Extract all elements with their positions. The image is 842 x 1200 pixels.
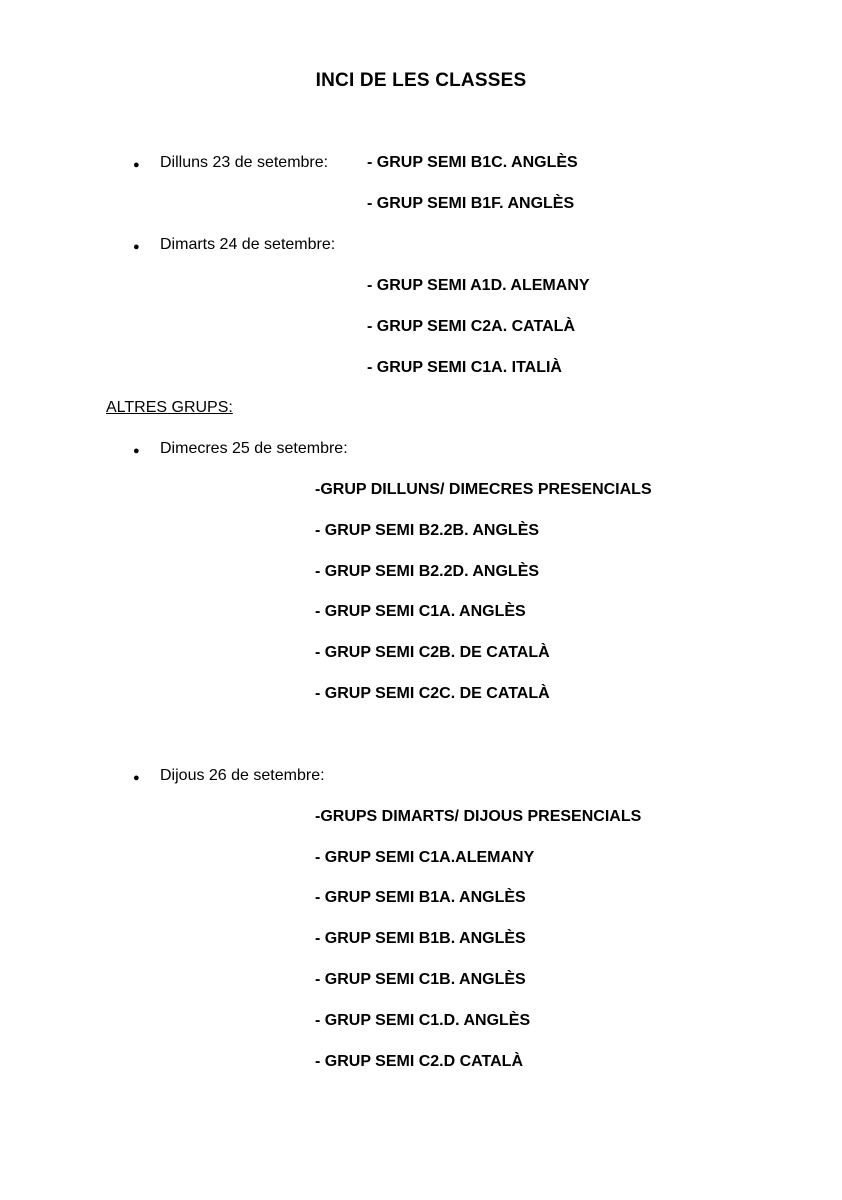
group-item: - GRUP SEMI C2A. CATALÀ: [367, 318, 576, 335]
group-item: - GRUP SEMI C2C. DE CATALÀ: [315, 685, 550, 702]
group-item: - GRUP SEMI B2.2B. ANGLÈS: [315, 522, 540, 539]
group-item: - GRUP SEMI C1B. ANGLÈS: [315, 971, 526, 988]
group-item: - GRUP SEMI B2.2D. ANGLÈS: [315, 563, 540, 580]
section-heading-altres-grups: ALTRES GRUPS:: [106, 399, 233, 416]
bullet-dijous: ●: [133, 772, 140, 784]
group-item: - GRUP SEMI C1.D. ANGLÈS: [315, 1012, 531, 1029]
day-label-dimarts: Dimarts 24 de setembre:: [160, 236, 336, 253]
group-item: - GRUP SEMI B1B. ANGLÈS: [315, 930, 526, 947]
day-label-dimecres: Dimecres 25 de setembre:: [160, 440, 348, 457]
group-item: - GRUP SEMI C1A. ITALIÀ: [367, 359, 562, 376]
group-item: - GRUP SEMI B1C. ANGLÈS: [367, 154, 578, 171]
group-item: -GRUP DILLUNS/ DIMECRES PRESENCIALS: [315, 481, 652, 498]
group-item: - GRUP SEMI C1A. ANGLÈS: [315, 603, 526, 620]
group-item: - GRUP SEMI A1D. ALEMANY: [367, 277, 590, 294]
group-item: - GRUP SEMI C2.D CATALÀ: [315, 1053, 524, 1070]
group-item: - GRUP SEMI C2B. DE CATALÀ: [315, 644, 550, 661]
bullet-dilluns: ●: [133, 159, 140, 171]
document-title: INCI DE LES CLASSES: [315, 70, 527, 91]
group-item: - GRUP SEMI B1F. ANGLÈS: [367, 195, 575, 212]
group-item: - GRUP SEMI B1A. ANGLÈS: [315, 889, 526, 906]
bullet-dimecres: ●: [133, 445, 140, 457]
group-item: -GRUPS DIMARTS/ DIJOUS PRESENCIALS: [315, 808, 642, 825]
bullet-dimarts: ●: [133, 241, 140, 253]
group-item: - GRUP SEMI C1A.ALEMANY: [315, 849, 535, 866]
day-label-dilluns: Dilluns 23 de setembre:: [160, 154, 329, 171]
day-label-dijous: Dijous 26 de setembre:: [160, 767, 325, 784]
